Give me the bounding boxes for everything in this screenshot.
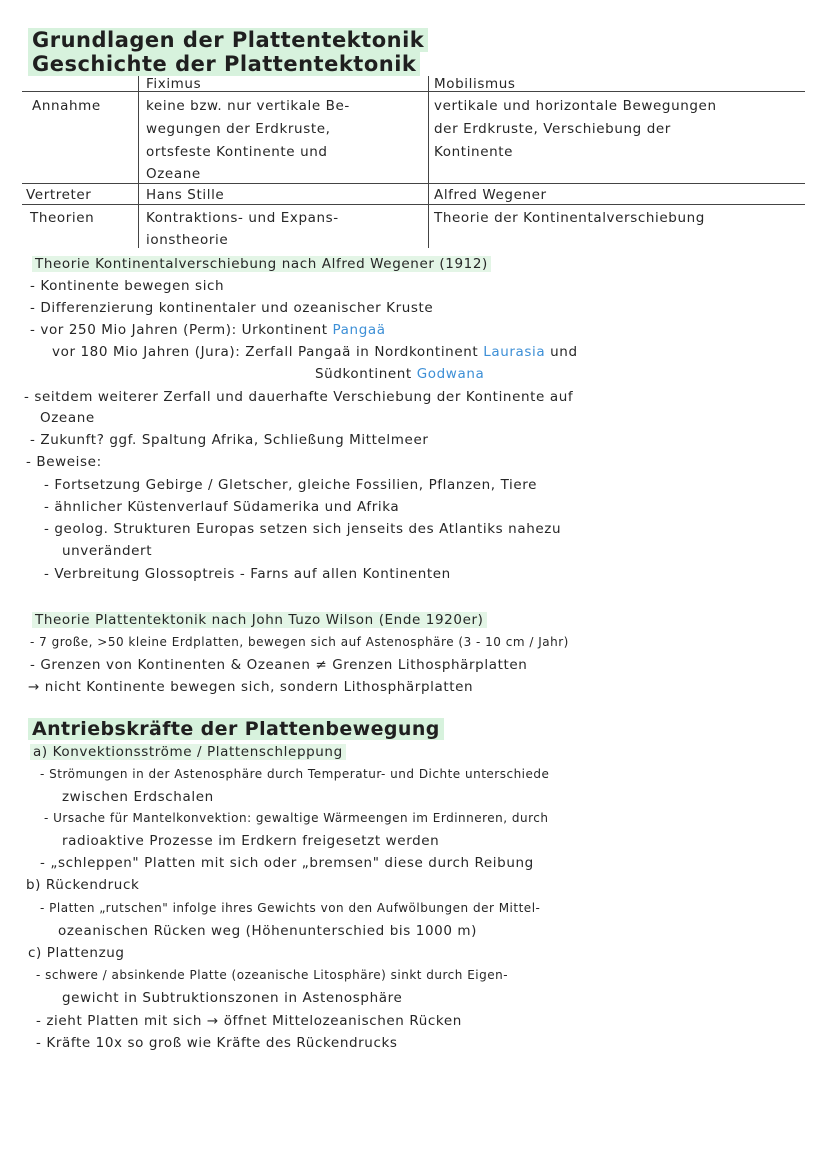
cell-fix-vertreter: Hans Stille: [146, 187, 225, 203]
force-c-heading: c) Plattenzug: [28, 945, 125, 961]
wegener-line: - Zukunft? ggf. Spaltung Afrika, Schließung Mittelmeer: [30, 432, 429, 448]
wegener-heading: Theorie Kontinentalverschiebung nach Alfred Wegener (1912): [32, 256, 491, 272]
evidence-item: - geolog. Strukturen Europas setzen sich jenseits des Atlantiks nahezu: [44, 521, 562, 537]
godwana-term: Godwana: [416, 366, 485, 382]
force-line: radioaktive Prozesse im Erdkern freigesetzt werden: [62, 833, 440, 849]
wilson-line: → nicht Kontinente bewegen sich, sondern Lithosphärplatten: [28, 679, 474, 695]
cell-mob-theorien: Theorie der Kontinentalverschiebung: [434, 210, 705, 226]
force-line: - Ursache für Mantelkonvektion: gewaltige Wärmeengen im Erdinneren, durch: [44, 811, 549, 825]
laurasia-term: Laurasia: [483, 344, 546, 360]
table-header-line: [22, 91, 805, 92]
cell-fix-annahme-3: ortsfeste Kontinente und: [146, 144, 328, 160]
cell-mob-annahme-2: der Erdkruste, Verschiebung der: [434, 121, 671, 137]
wegener-line: - vor 250 Mio Jahren (Perm): Urkontinent Pangaä: [30, 322, 386, 338]
force-line: - Kräfte 10x so groß wie Kräfte des Rückendrucks: [36, 1035, 398, 1051]
force-line: gewicht in Subtruktionszonen in Astenosphäre: [62, 990, 403, 1006]
force-line: - zieht Platten mit sich → öffnet Mittelozeanischen Rücken: [36, 1013, 462, 1029]
force-line: ozeanischen Rücken weg (Höhenunterschied bis 1000 m): [58, 923, 478, 939]
wilson-line: - 7 große, >50 kleine Erdplatten, bewegen sich auf Astenosphäre (3 - 10 cm / Jahr): [30, 635, 569, 649]
evidence-item: - Fortsetzung Gebirge / Gletscher, gleiche Fossilien, Pflanzen, Tiere: [44, 477, 538, 493]
evidence-item: - ähnlicher Küstenverlauf Südamerika und Afrika: [44, 499, 400, 515]
wegener-line: - Kontinente bewegen sich: [30, 278, 225, 294]
row-label-vertreter: Vertreter: [26, 187, 92, 203]
wegener-line: vor 180 Mio Jahren (Jura): Zerfall Pangaä in Nordkontinent Laurasia und: [52, 344, 578, 360]
table-row-line: [22, 183, 805, 184]
cell-fix-annahme-4: Ozeane: [146, 166, 201, 182]
wilson-line: - Grenzen von Kontinenten & Ozeanen ≠ Grenzen Lithosphärplatten: [30, 657, 528, 673]
pangaea-term: Pangaä: [332, 322, 386, 338]
wegener-line: Ozeane: [40, 410, 95, 426]
wegener-line: Südkontinent Godwana: [315, 366, 485, 382]
forces-heading: Antriebskräfte der Plattenbewegung: [28, 718, 444, 740]
row-label-annahme: Annahme: [32, 98, 101, 114]
force-a-heading: a) Konvektionsströme / Plattenschleppung: [30, 744, 346, 760]
cell-mob-annahme-3: Kontinente: [434, 144, 514, 160]
force-line: - Platten „rutschen" infolge ihres Gewichts von den Aufwölbungen der Mittel-: [40, 901, 541, 915]
page-title: Grundlagen der Plattentektonik: [28, 28, 428, 52]
cell-fix-theorien-2: ionstheorie: [146, 232, 229, 248]
col-header-mobilismus: Mobilismus: [434, 76, 516, 92]
cell-fix-annahme-2: wegungen der Erdkruste,: [146, 121, 331, 137]
force-line: - „schleppen" Platten mit sich oder „bremsen" diese durch Reibung: [40, 855, 534, 871]
table-col-line: [428, 76, 429, 248]
table-row-line: [22, 204, 805, 205]
wegener-line: - Differenzierung kontinentaler und ozeanischer Kruste: [30, 300, 434, 316]
col-header-fiximus: Fiximus: [146, 76, 202, 92]
force-line: - schwere / absinkende Platte (ozeanische Litosphäre) sinkt durch Eigen-: [36, 968, 509, 982]
evidence-item: unverändert: [62, 543, 153, 559]
force-line: zwischen Erdschalen: [62, 789, 214, 805]
page-subtitle: Geschichte der Plattentektonik: [28, 52, 420, 76]
cell-fix-theorien-1: Kontraktions- und Expans-: [146, 210, 339, 226]
cell-mob-annahme-1: vertikale und horizontale Bewegungen: [434, 98, 717, 114]
cell-mob-vertreter: Alfred Wegener: [434, 187, 547, 203]
cell-fix-annahme-1: keine bzw. nur vertikale Be-: [146, 98, 350, 114]
row-label-theorien: Theorien: [30, 210, 95, 226]
wilson-heading: Theorie Plattentektonik nach John Tuzo Wilson (Ende 1920er): [32, 612, 487, 628]
table-col-line: [138, 76, 139, 248]
wegener-line: - seitdem weiterer Zerfall und dauerhafte Verschiebung der Kontinente auf: [24, 389, 574, 405]
evidence-item: - Verbreitung Glossoptreis - Farns auf allen Kontinenten: [44, 566, 451, 582]
force-b-heading: b) Rückendruck: [26, 877, 140, 893]
force-line: - Strömungen in der Astenosphäre durch Temperatur- und Dichte unterschiede: [40, 767, 550, 781]
wegener-line: - Beweise:: [26, 454, 102, 470]
